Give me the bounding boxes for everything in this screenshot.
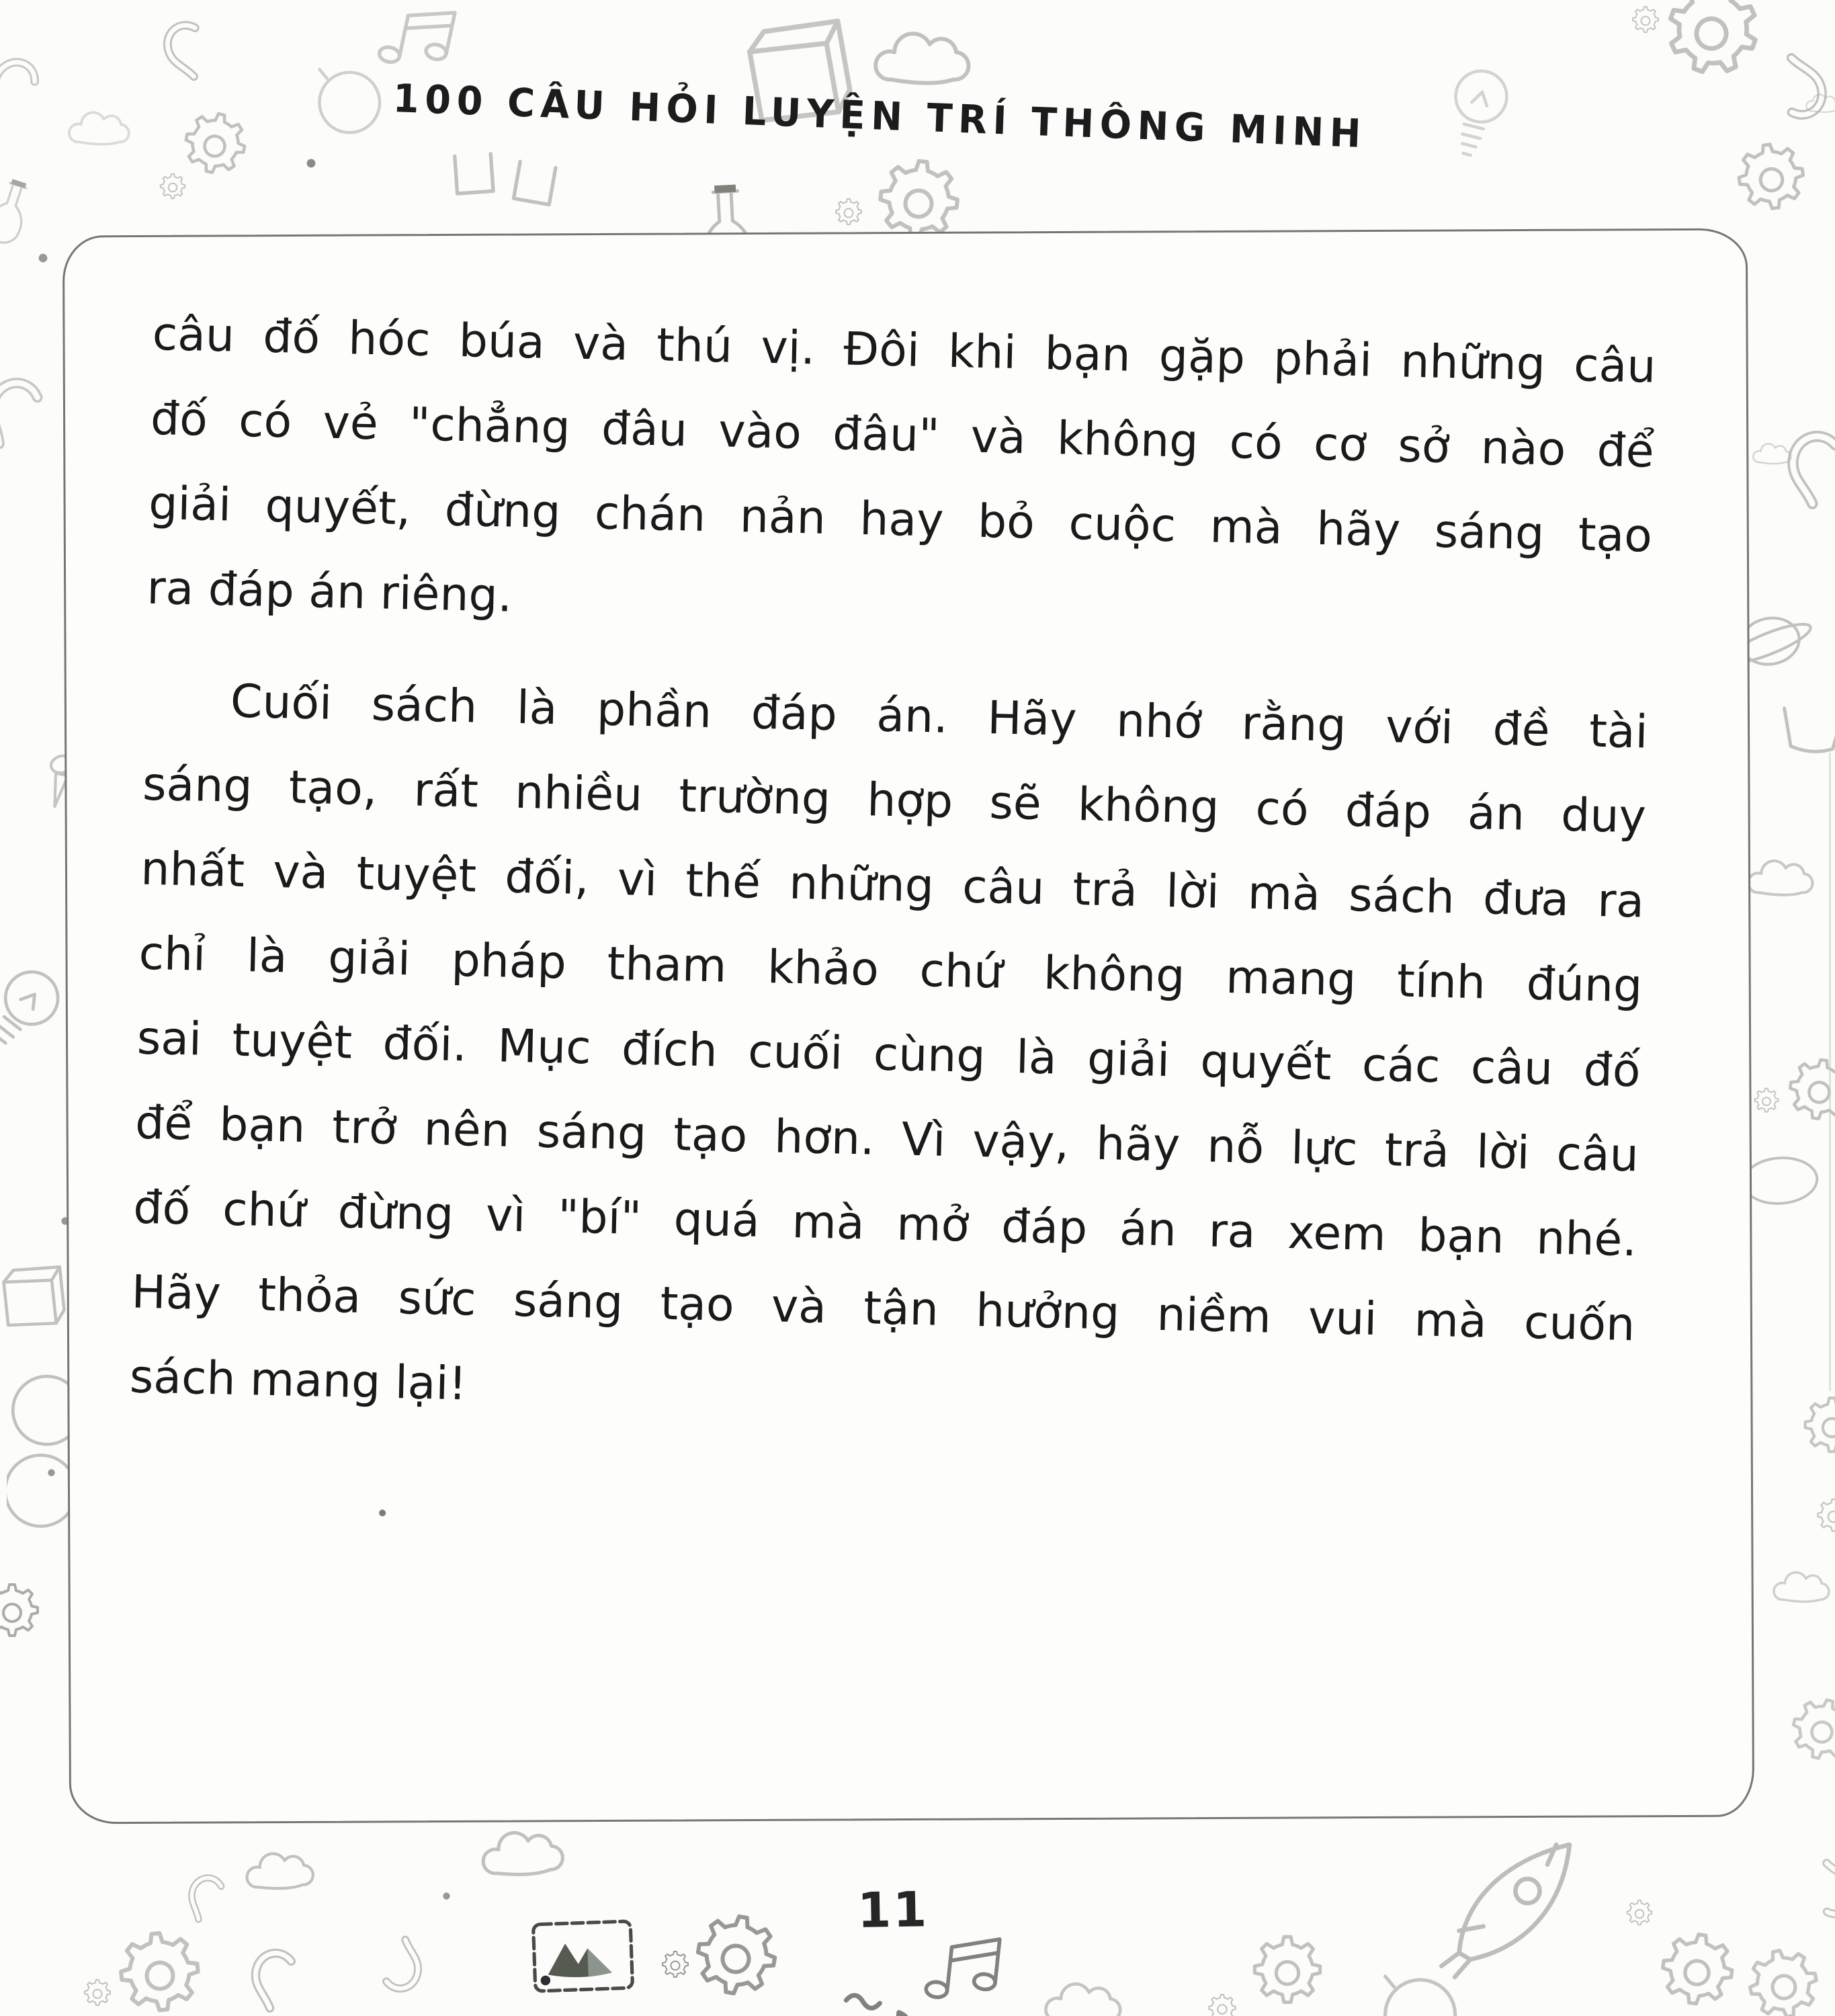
dot-mark (306, 158, 316, 169)
text-line: câu đố hóc búa và thú vị. Đôi khi bạn gặp phải những câu (151, 307, 1657, 394)
gear-icon (81, 1977, 114, 2011)
text-line: để bạn trở nên sáng tạo hơn. Vì vậy, hãy nỗ lực trả lời câu (134, 1096, 1639, 1183)
text-line: ra đáp án riêng. (146, 561, 513, 623)
rocket-icon (1439, 1829, 1594, 1984)
cloud-icon (860, 13, 1001, 93)
gear-icon (105, 1921, 216, 2016)
balloon-icon (310, 62, 386, 137)
text-line: đố có vẻ "chẳng đâu vào đâu" và không có cơ sở nào để (150, 392, 1655, 478)
text-line: Cuối sách là phần đáp án. Hãy nhớ rằng với đề tài (230, 675, 1649, 759)
gear-icon (1623, 1898, 1656, 1930)
gear-icon (1797, 1392, 1835, 1463)
page-edge-line (1829, 753, 1831, 1391)
hook-icon (230, 1937, 311, 2016)
gear-icon (1629, 4, 1662, 38)
text-line: đố chứ đừng vì "bí" quá mà mở đáp án ra xem bạn nhé. (132, 1181, 1637, 1267)
picture-frame-icon (529, 1916, 636, 1996)
content-frame (62, 228, 1754, 1824)
hook-icon (369, 1917, 440, 2003)
cloud-icon (1801, 87, 1835, 116)
gear-icon (1244, 1930, 1330, 2016)
gear-icon (832, 196, 865, 230)
cloud-icon (1764, 1560, 1835, 1607)
text-line: nhất và tuyệt đối, vì thế những câu trả lời mà sách đưa ra (140, 842, 1645, 929)
cloud-icon (1033, 1968, 1146, 2016)
body-text (129, 292, 1657, 1452)
gear-icon (1646, 1921, 1748, 2016)
cloud-icon (234, 1836, 337, 1898)
page-number: 11 (857, 1881, 929, 1939)
gear-icon (1813, 1496, 1835, 1538)
light-bulb-icon (1425, 50, 1528, 181)
music-note-icon (835, 1970, 920, 2016)
gear-icon (1776, 1049, 1835, 1136)
hook-icon (0, 41, 54, 134)
cloud-icon (1738, 847, 1835, 902)
gear-icon (1732, 1935, 1835, 2016)
cloud-icon (59, 99, 150, 151)
gear-icon (1724, 132, 1819, 227)
cloud-icon (1747, 435, 1804, 468)
flask-icon (0, 170, 44, 260)
bucket-icon (1773, 702, 1835, 759)
paragraph (129, 658, 1649, 1453)
gear-icon (0, 1579, 46, 1646)
gear-icon (1775, 1685, 1835, 1779)
text-line: sai tuyệt đối. Mục đích cuối cùng là giải quyết các câu đố (136, 1011, 1641, 1098)
text-line: sáng tạo, rất nhiều trường hợp sẽ không có đáp án duy (142, 757, 1647, 844)
text-line: Hãy thỏa sức sáng tạo và tận hưởng niềm vui mà cuốn (130, 1265, 1636, 1352)
gear-icon (157, 171, 189, 204)
gear-icon (1751, 1086, 1782, 1117)
box-icon (505, 155, 564, 213)
gear-icon (677, 1900, 794, 2016)
box-icon (447, 147, 501, 201)
page-title: 100 CÂU HỎI LUYỆN TRÍ THÔNG MINH (392, 75, 1368, 157)
paragraph (146, 292, 1656, 664)
text-line: chỉ là giải pháp tham khảo chứ không mang tính đúng (138, 927, 1644, 1013)
dot-mark (47, 1468, 56, 1477)
music-notes-icon (916, 1915, 1015, 2014)
text-line: giải quyết, đừng chán nản hay bỏ cuộc mà hãy sáng tạo (148, 476, 1653, 563)
cube-icon (0, 1254, 71, 1339)
hook-icon (0, 359, 62, 480)
hook-icon (153, 13, 220, 101)
dot-mark (442, 1892, 451, 1900)
dot-mark (38, 253, 48, 263)
hook-icon (1799, 1839, 1835, 1927)
gear-icon (658, 1949, 692, 1982)
gear-icon (1205, 1992, 1240, 2016)
text-line: sách mang lại! (129, 1350, 468, 1411)
dot-mark (379, 1509, 386, 1516)
